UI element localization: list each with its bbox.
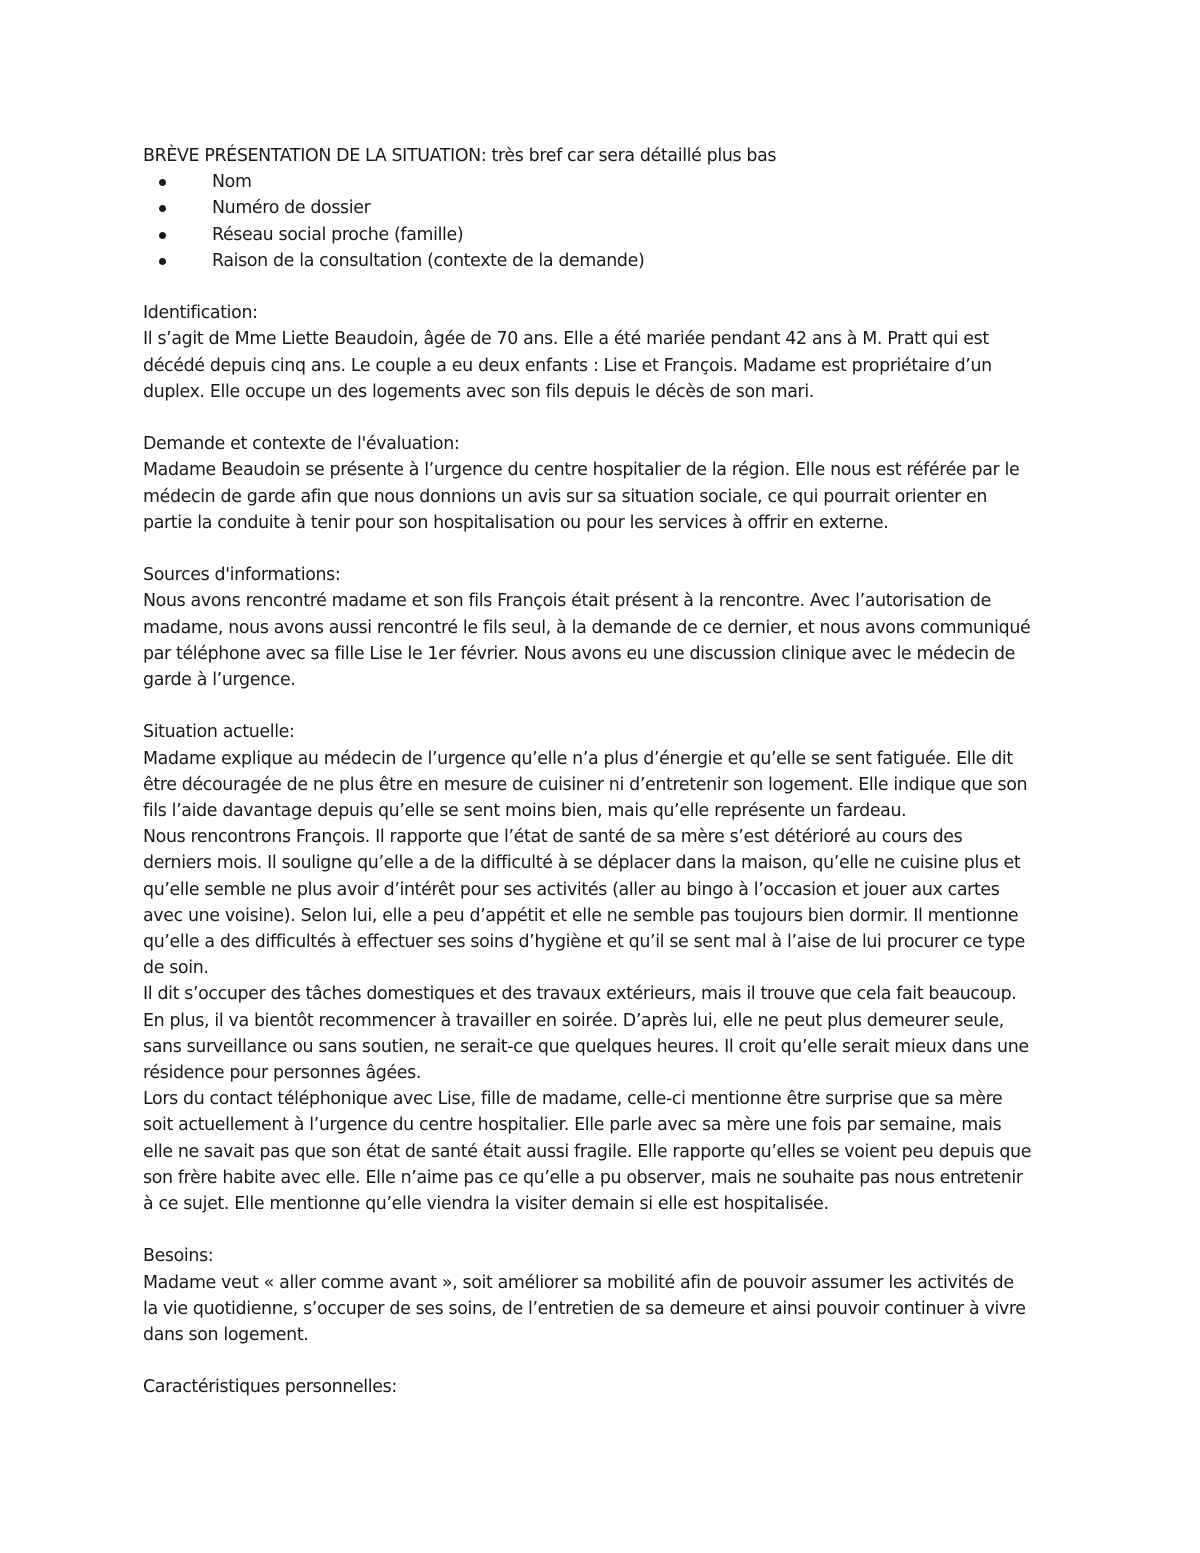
- paragraph-line: Madame veut « aller comme avant », soit améliorer sa mobilité afin de pouvoir assumer les activités de: [143, 1272, 1014, 1293]
- paragraph-line: dans son logement.: [143, 1325, 309, 1345]
- paragraph-line: Il s’agit de Mme Liette Beaudoin, âgée de 70 ans. Elle a été mariée pendant 42 ans à M. Pratt qui est: [143, 329, 989, 350]
- paragraph-line: la vie quotidienne, s’occuper de ses soins, de l’entretien de sa demeure et ainsi pouvoir continuer à vivre: [143, 1298, 1026, 1319]
- sources-section: [143, 562, 1068, 693]
- paragraph-line: sans surveillance ou sans soutien, ne serait-ce que quelques heures. Il croit qu’elle serait mieux dans une: [143, 1036, 1029, 1057]
- section-heading: Sources d'informations:: [143, 565, 341, 586]
- section-heading: Besoins:: [143, 1246, 214, 1267]
- paragraph-line: Madame Beaudoin se présente à l’urgence du centre hospitalier de la région. Elle nous est référée par le: [143, 460, 1020, 481]
- paragraph-line: par téléphone avec sa fille Lise le 1er février. Nous avons eu une discussion clinique avec le médecin de: [143, 643, 1016, 664]
- paragraph-line: résidence pour personnes âgées.: [143, 1062, 422, 1083]
- bullet-item: Numéro de dossier: [143, 195, 1068, 221]
- bullet-icon: [159, 258, 166, 265]
- paragraph-line: être découragée de ne plus être en mesure de cuisiner ni d’entretenir son logement. Elle indique que son: [143, 774, 1028, 795]
- paragraph-spacer: [143, 274, 1068, 300]
- paragraph-line: partie la conduite à tenir pour son hospitalisation ou pour les services à offrir en externe.: [143, 512, 889, 533]
- paragraph-line: Nous rencontrons François. Il rapporte que l’état de santé de sa mère s’est détérioré au cours des: [143, 827, 963, 848]
- paragraph-line: décédé depuis cinq ans. Le couple a eu deux enfants : Lise et François. Madame est propriétaire d’un: [143, 355, 992, 376]
- paragraph-line: Nous avons rencontré madame et son fils François était présent à la rencontre. Avec l’autorisation de: [143, 591, 991, 612]
- paragraph-line: son frère habite avec elle. Elle n’aime pas ce qu’elle a pu observer, mais ne souhaite pas nous entretenir: [143, 1167, 1023, 1188]
- paragraph-line: Madame explique au médecin de l’urgence qu’elle n’a plus d’énergie et qu’elle se sent fatiguée. Elle dit: [143, 748, 1013, 769]
- paragraph-line: avec une voisine). Selon lui, elle a peu d’appétit et elle ne semble pas toujours bien dormir. Il mentionne: [143, 905, 1019, 926]
- paragraph-spacer: [143, 1217, 1068, 1243]
- besoins-section: [143, 1243, 1068, 1348]
- section-heading: Situation actuelle:: [143, 722, 295, 743]
- intro-bullet-list: [143, 169, 1068, 274]
- situation-section: [143, 719, 1068, 1217]
- paragraph-line: fils l’aide davantage depuis qu’elle se sent moins bien, mais qu’elle représente un fardeau.: [143, 800, 907, 821]
- intro-heading: BRÈVE PRÉSENTATION DE LA SITUATION: très bref car sera détaillé plus bas: [143, 146, 777, 166]
- section-heading: Caractéristiques personnelles:: [143, 1377, 397, 1398]
- section-heading: Demande et contexte de l'évaluation:: [143, 434, 460, 455]
- paragraph-line: madame, nous avons aussi rencontré le fils seul, à la demande de ce dernier, et nous avons communiqué: [143, 617, 1031, 638]
- intro-section: [143, 143, 1068, 274]
- caracteristiques-section: [143, 1374, 1068, 1400]
- paragraph-line: garde à l’urgence.: [143, 669, 296, 690]
- paragraph-line: à ce sujet. Elle mentionne qu’elle viendra la visiter demain si elle est hospitalisée.: [143, 1194, 829, 1214]
- paragraph-line: qu’elle semble ne plus avoir d’intérêt pour ses activités (aller au bingo à l’occasion et jouer aux cartes: [143, 879, 1000, 900]
- paragraph-spacer: [143, 536, 1068, 562]
- paragraph-spacer: [143, 1348, 1068, 1374]
- bullet-item: Nom: [143, 169, 1068, 195]
- bullet-item: Raison de la consultation (contexte de la demande): [143, 248, 1068, 274]
- bullet-item: Réseau social proche (famille): [143, 222, 1068, 248]
- paragraph-line: Lors du contact téléphonique avec Lise, fille de madame, celle-ci mentionne être surprise que sa mère: [143, 1089, 1003, 1110]
- identification-section: [143, 300, 1068, 405]
- paragraph-spacer: [143, 693, 1068, 719]
- paragraph-line: soit actuellement à l’urgence du centre hospitalier. Elle parle avec sa mère une fois par semaine, mais: [143, 1115, 1002, 1136]
- demande-section: [143, 431, 1068, 536]
- paragraph-spacer: [143, 405, 1068, 431]
- paragraph-line: Il dit s’occuper des tâches domestiques et des travaux extérieurs, mais il trouve que cela fait beaucoup.: [143, 984, 1017, 1005]
- bullet-icon: [159, 232, 166, 239]
- paragraph-line: elle ne savait pas que son état de santé était aussi fragile. Elle rapporte qu’elles se voient peu depuis que: [143, 1141, 1032, 1162]
- document-page: [143, 143, 1068, 1401]
- bullet-icon: [159, 179, 166, 186]
- paragraph-line: de soin.: [143, 958, 209, 979]
- section-heading: Identification:: [143, 303, 258, 324]
- paragraph-line: médecin de garde afin que nous donnions un avis sur sa situation sociale, ce qui pourrait orienter en: [143, 486, 988, 507]
- paragraph-line: En plus, il va bientôt recommencer à travailler en soirée. D’après lui, elle ne peut plus demeurer seule,: [143, 1010, 1004, 1031]
- paragraph-line: derniers mois. Il souligne qu’elle a de la difficulté à se déplacer dans la maison, qu’elle ne cuisine plus et: [143, 853, 1021, 874]
- paragraph-line: duplex. Elle occupe un des logements avec son fils depuis le décès de son mari.: [143, 381, 814, 402]
- paragraph-line: qu’elle a des difficultés à effectuer ses soins d’hygiène et qu’il se sent mal à l’aise de lui procurer ce type: [143, 931, 1025, 952]
- bullet-icon: [159, 205, 166, 212]
